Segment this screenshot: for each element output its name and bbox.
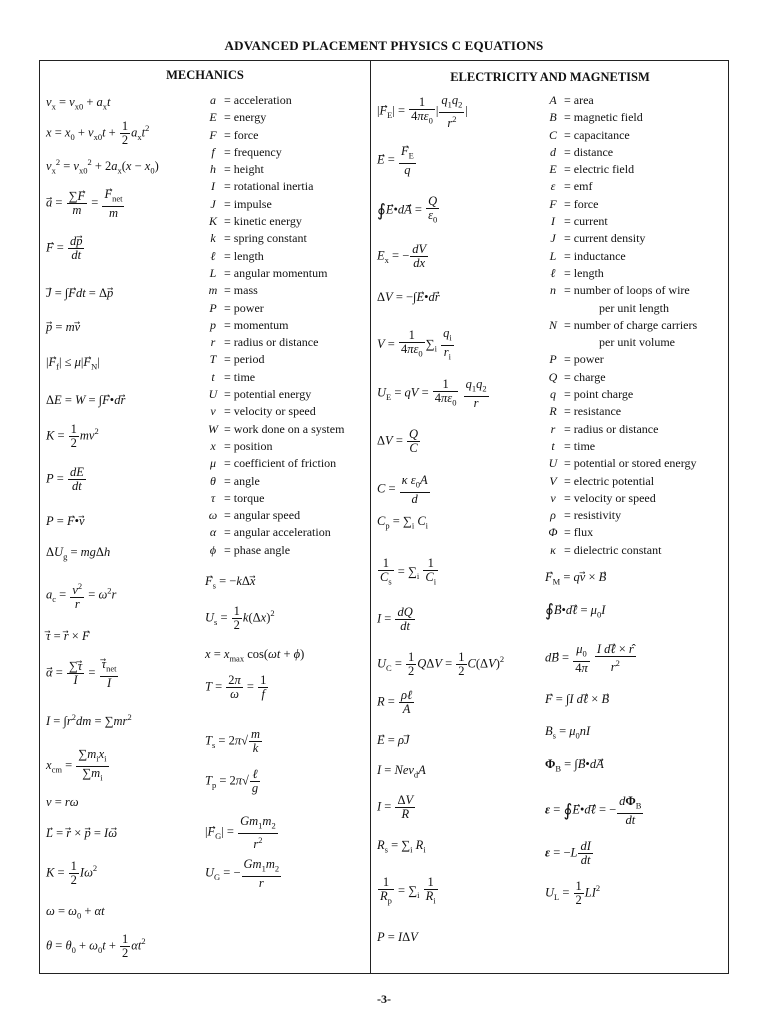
definition-item: n = number of loops of wire <box>545 282 697 299</box>
definition-text: torque <box>233 490 265 505</box>
eq-solenoid: $B_s = \mu_0nI$ <box>545 724 591 741</box>
definition-symbol: L <box>549 248 557 263</box>
definition-text: radius or distance <box>233 335 319 350</box>
eq-inductor-energy: $U_L$ = $\frac{1}{2}$ $LI^2$ <box>545 879 601 907</box>
eq-biot-savart: dB⃗ = $\frac{\mu_0}{4\pi}$ $\frac{\text{I dℓ⃗ × r}}{r^2}$ <box>545 642 634 675</box>
definition-symbol: ϕ <box>209 542 217 557</box>
eq-potential-sum: V = $\frac{1}{4\pi\varepsilon_0}$ $\sum_i$ $\frac{q_i}{r_i}$ <box>377 326 452 361</box>
definition-item: ℓ = length <box>205 248 344 265</box>
definition-item: τ = torque <box>205 490 344 507</box>
definition-symbol: Φ <box>548 525 558 540</box>
definition-symbol: ℓ <box>550 265 556 280</box>
definition-symbol: q <box>550 387 556 402</box>
definition-text: number of charge carriers <box>573 317 698 332</box>
definition-item: Φ = flux <box>545 524 697 541</box>
definition-text: force <box>573 196 599 211</box>
definition-symbol: ρ <box>550 508 556 523</box>
definition-text: rotational inertia <box>233 179 314 194</box>
eq-angular-velocity: $\omega = \omega_0 + \alpha t$ <box>46 904 105 921</box>
definition-symbol: τ <box>210 490 216 505</box>
eq-rotational-ke: K = $\frac{1}{2}$ $I\omega^2$ <box>46 859 98 887</box>
eq-potential-integral: ΔV = −∫E⃗•dr <box>377 290 440 304</box>
eq-capacitance-series: $\frac{1}{C_s}$ = $\sum_i$ $\frac{1}{C_i}$ <box>380 556 437 587</box>
definition-symbol: p <box>210 317 216 332</box>
eq-velocity: $v_x = v_{x0} + a_xt$ <box>46 95 111 112</box>
definition-item: R = resistance <box>545 403 697 420</box>
definition-item: T = period <box>205 351 344 368</box>
definition-symbol: L <box>209 265 217 280</box>
definition-text: capacitance <box>573 127 630 142</box>
definition-text: coefficient of friction <box>233 456 337 471</box>
definition-symbol: I <box>211 179 215 194</box>
eq-ampere: ∮B⃗•dℓ⃗ = $\mu_0I$ <box>545 601 606 621</box>
eq-force-momentum: F⃗ = $\frac{dp}{dt}$ <box>46 234 83 262</box>
eq-faraday: ε = ∮E⃗•dℓ⃗ = − $\frac{d\Phi_B}{dt}$ <box>545 794 642 827</box>
definition-symbol: v <box>550 490 556 505</box>
definition-text: velocity or speed <box>233 404 316 419</box>
definition-symbol: ε <box>550 179 556 194</box>
eq-rotational-inertia: $I = \int r^2dm = \sum mr^2$ <box>46 712 132 729</box>
definition-text: electric potential <box>573 473 655 488</box>
eq-period: T = $\frac{2\pi}{\omega}$ = $\frac{1}{f}$ <box>205 673 267 701</box>
definition-symbol: U <box>548 456 558 471</box>
definition-item: m = mass <box>205 282 344 299</box>
eq-field-gradient: $E_x$ = − $\frac{dV}{dx}$ <box>377 242 427 270</box>
definition-text: resistivity <box>573 508 622 523</box>
em-definitions <box>545 92 697 559</box>
definition-symbol: E <box>549 162 557 177</box>
definition-item: v = velocity or speed <box>545 490 697 507</box>
definition-item: h = height <box>205 161 344 178</box>
definition-text: electric field <box>573 162 635 177</box>
definition-symbol: θ <box>210 473 216 488</box>
definition-text: flux <box>573 525 594 540</box>
definition-item: μ = coefficient of friction <box>205 455 344 472</box>
page-number: -3- <box>377 992 391 1006</box>
definition-item: W = work done on a system <box>205 421 344 438</box>
definition-symbol: F <box>209 127 217 142</box>
definition-symbol: P <box>209 300 217 315</box>
definition-text: potential energy <box>233 387 312 402</box>
definition-item: F = force <box>545 196 697 213</box>
definition-text: length <box>233 248 264 263</box>
eq-resistance-parallel: $\frac{1}{R_p}$ = $\sum_i$ $\frac{1}{R_i}$ <box>380 875 436 906</box>
definition-item: p = momentum <box>205 317 344 334</box>
definition-item: N = number of charge carriers <box>545 317 697 334</box>
eq-gravitation-pe: $U_G$ = − $\frac{Gm_1m_2}{r}$ <box>205 857 280 890</box>
column-divider <box>370 60 371 974</box>
eq-capacitor-voltage: ΔV = $\frac{Q}{C}$ <box>377 427 419 455</box>
definition-symbol: r <box>550 421 556 436</box>
definition-item: A = area <box>545 92 697 109</box>
definition-item: k = spring constant <box>205 230 344 247</box>
definition-text: current <box>573 214 608 229</box>
definition-item: θ = angle <box>205 473 344 490</box>
definition-item: ρ = resistivity <box>545 507 697 524</box>
definition-symbol: R <box>549 404 557 419</box>
definition-item: x = position <box>205 438 344 455</box>
definition-symbol: W <box>208 421 218 436</box>
definition-symbol: C <box>548 127 557 142</box>
definition-item: ϕ = phase angle <box>205 542 344 559</box>
eq-capacitance-parallel: $C_p = \sum_i$ $C_i$ <box>377 514 429 531</box>
definition-text: phase angle <box>233 542 291 557</box>
definition-item: I = rotational inertia <box>205 178 344 195</box>
definition-text: work done on a system <box>233 421 345 436</box>
eq-angular-accel: α⃗ = $\frac{\sum\tau}{I}$ = $\frac{\tau_{net}}{I}$ <box>46 657 117 690</box>
definition-item: B = magnetic field <box>545 109 697 126</box>
definition-text: angular speed <box>233 508 301 523</box>
eq-pendulum-period: $T_p = 2\pi√$ $\frac{\text{ℓ}}{g}$ <box>205 767 259 795</box>
eq-magnetic-force: $F_M$ = qv⃗ × B <box>545 570 607 587</box>
definition-item: F = force <box>205 127 344 144</box>
definition-text: mass <box>233 283 258 298</box>
eq-gravitation-force: $|F_G|$ = $\frac{Gm_1m_2}{r^2}$ <box>205 814 276 851</box>
eq-position: $x = x_0 + v_{x0}t$ + $\frac{1}{2}$ $a_xt^2$ <box>46 119 150 147</box>
eq-shm: $x = x_{max}$ cos(ωt + ϕ) <box>205 647 305 664</box>
definition-text: energy <box>233 110 267 125</box>
definition-continuation: per unit volume <box>599 335 675 350</box>
eq-power-dot: P = F⃗•v <box>46 514 85 528</box>
definition-symbol: A <box>549 93 557 107</box>
definition-item: ω = angular speed <box>205 507 344 524</box>
eq-velocity-squared: $v_x^2 = v_{x0}^2 + 2a_x(x - x_0)$ <box>46 157 159 176</box>
eq-torque: τ⃗ = r⃗ × F <box>46 629 90 643</box>
definition-text: angular acceleration <box>233 525 331 540</box>
definition-text: radius or distance <box>573 421 659 436</box>
eq-spring-force: $F_s = -k\Delta x$ <box>205 574 256 591</box>
eq-spring-period: $T_s = 2\pi√$ $\frac{m}{k}$ <box>205 727 260 755</box>
definition-item: d = distance <box>545 144 697 161</box>
definition-symbol: N <box>548 317 557 332</box>
eq-friction: $|F_f| \le \mu|F_N|$ <box>46 355 100 372</box>
definition-item: r = radius or distance <box>545 421 697 438</box>
eq-gauss: ∮E⃗•dA⃗ = $\frac{Q}{\varepsilon_0}$ <box>377 194 438 225</box>
eq-gravitational-pe: $\Delta U_g = mg\Delta h$ <box>46 545 111 562</box>
definition-symbol: F <box>549 196 557 211</box>
definition-item: r = radius or distance <box>205 334 344 351</box>
eq-force-on-wire: F⃗ = ∫I dℓ⃗ × B <box>545 692 610 706</box>
eq-angular-momentum: L⃗ = r⃗ × p⃗ = Iω <box>46 826 118 840</box>
definition-symbol: α <box>209 525 217 540</box>
eq-capacitor-energy: $U_C$ = $\frac{1}{2}$ QΔV = $\frac{1}{2}$ $C(\Delta V)^2$ <box>377 650 505 678</box>
definition-symbol: h <box>210 162 216 177</box>
definition-item: t = time <box>205 369 344 386</box>
eq-spring-pe: $U_s$ = $\frac{1}{2}$ $k(\Delta x)^2$ <box>205 604 275 632</box>
definition-text: impulse <box>233 196 272 211</box>
mechanics-heading: MECHANICS <box>166 68 244 82</box>
definition-symbol: Q <box>548 369 558 384</box>
eq-coulomb: $|F_E|$ = $\frac{1}{4\pi\varepsilon_0}$ | $\frac{q_1q_2}{r^2}$ | <box>377 93 468 130</box>
eq-electric-field: E⃗ = $\frac{F_E}{q}$ <box>377 144 414 177</box>
definition-text: period <box>233 352 265 367</box>
definition-symbol: K <box>208 214 217 229</box>
definition-symbol: ω <box>208 508 218 523</box>
eq-drift-current: I = Nev$_d$A <box>377 763 426 780</box>
definition-symbol: t <box>211 369 215 384</box>
definition-text: angular momentum <box>233 265 328 280</box>
eq-newton-second: a⃗ = $\frac{\sum F}{m}$ = $\frac{F_{net}}{m}$ <box>46 187 123 220</box>
definition-symbol: r <box>210 335 216 350</box>
definition-item: ε = emf <box>545 178 697 195</box>
definition-symbol: a <box>210 93 216 107</box>
definition-text: area <box>573 93 594 107</box>
definition-item: P = power <box>205 300 344 317</box>
definition-symbol: ℓ <box>210 248 216 263</box>
definition-symbol: P <box>549 352 557 367</box>
definition-item: L = inductance <box>545 248 697 265</box>
eq-angular-position: $\theta = \theta_0 + \omega_0t$ + $\frac{1}{2}$ $\alpha t^2$ <box>46 932 146 960</box>
definition-item: E = energy <box>205 109 344 126</box>
definition-text: force <box>233 127 259 142</box>
definition-item: J = current density <box>545 230 697 247</box>
definition-symbol: T <box>209 352 217 367</box>
definition-item: J = impulse <box>205 196 344 213</box>
definition-symbol: d <box>550 144 556 159</box>
definition-text: dielectric constant <box>573 542 662 557</box>
definition-text: emf <box>573 179 593 194</box>
definition-item: I = current <box>545 213 697 230</box>
definition-item: V = electric potential <box>545 473 697 490</box>
definition-item: a = acceleration <box>205 92 344 109</box>
eq-work: ΔE = W = ∫F⃗•dr <box>46 393 126 407</box>
mechanics-definitions <box>205 92 344 559</box>
definition-text: inductance <box>573 248 626 263</box>
definition-symbol: t <box>551 438 555 453</box>
definition-item: α = angular acceleration <box>205 524 344 541</box>
eq-inductance-emf: ε = −L $\frac{dI}{dt}$ <box>545 839 591 867</box>
definition-text: length <box>573 265 604 280</box>
eq-power-derivative: P = $\frac{dE}{dt}$ <box>46 465 84 493</box>
definition-text: kinetic energy <box>233 214 302 229</box>
definition-text: potential or stored energy <box>573 456 697 471</box>
eq-ohm-micro: E⃗ = ρJ <box>377 733 410 747</box>
definition-text: distance <box>573 144 614 159</box>
page-title: ADVANCED PLACEMENT PHYSICS C EQUATIONS <box>224 38 544 53</box>
definition-text: current density <box>573 231 646 246</box>
definition-item: U = potential energy <box>205 386 344 403</box>
definition-symbol: E <box>209 110 217 125</box>
definition-item: L = angular momentum <box>205 265 344 282</box>
definition-item: U = potential or stored energy <box>545 455 697 472</box>
definition-text: magnetic field <box>573 110 643 125</box>
definition-symbol: B <box>549 110 557 125</box>
definition-symbol: V <box>549 473 557 488</box>
definition-symbol: U <box>208 387 218 402</box>
definition-text: velocity or speed <box>573 490 656 505</box>
definition-text: height <box>233 162 264 177</box>
definition-symbol: κ <box>550 542 556 557</box>
definition-text: charge <box>573 369 606 384</box>
em-heading: ELECTRICITY AND MAGNETISM <box>450 70 650 84</box>
eq-parallel-plate: C = $\frac{\kappa \varepsilon_0A}{d}$ <box>377 473 428 506</box>
eq-current: I = $\frac{dQ}{dt}$ <box>377 605 413 633</box>
definition-continuation: per unit length <box>599 300 669 315</box>
definition-symbol: m <box>208 283 218 298</box>
definition-text: number of loops of wire <box>573 283 690 298</box>
definition-item: q = point charge <box>545 386 697 403</box>
eq-impulse: J⃗ = ∫Fdt = Δp <box>46 286 114 300</box>
definition-symbol: J <box>210 196 216 211</box>
eq-kinetic-energy: K = $\frac{1}{2}$ $mv^2$ <box>46 422 99 450</box>
definition-item: f = frequency <box>205 144 344 161</box>
definition-item: κ = dielectric constant <box>545 542 697 559</box>
definition-text: spring constant <box>233 231 307 246</box>
definition-symbol: μ <box>209 456 217 471</box>
definition-item: P = power <box>545 351 697 368</box>
eq-resistance: R = $\frac{\text{ρℓ}}{A}$ <box>377 688 413 716</box>
eq-tangential-velocity: v = rω <box>46 795 79 809</box>
eq-electric-pe: $U_E$ = qV = $\frac{1}{4\pi\varepsilon_0}$ $\frac{q_1q_2}{r}$ <box>377 377 487 410</box>
definition-text: angle <box>233 473 260 488</box>
definition-text: time <box>233 369 256 384</box>
definition-text: time <box>573 438 596 453</box>
definition-item: ℓ = length <box>545 265 697 282</box>
definition-text: power <box>233 300 264 315</box>
definition-item: v = velocity or speed <box>205 403 344 420</box>
eq-centripetal: $a_c$ = $\frac{v^2}{r}$ = $\omega^2r$ <box>46 581 117 612</box>
definition-text: power <box>573 352 604 367</box>
definition-symbol: n <box>550 283 556 298</box>
definition-item: K = kinetic energy <box>205 213 344 230</box>
definition-text: frequency <box>233 144 282 159</box>
definition-text: resistance <box>573 404 622 419</box>
definition-text: momentum <box>233 317 289 332</box>
definition-symbol: k <box>210 231 216 246</box>
definition-item: C = capacitance <box>545 127 697 144</box>
eq-electric-power: P = IΔV <box>377 930 418 944</box>
definition-item: E = electric field <box>545 161 697 178</box>
eq-magnetic-flux: $\Phi_B$ = ∫B⃗•dA <box>545 757 604 774</box>
definition-text: point charge <box>573 387 634 402</box>
definition-text: position <box>233 438 273 453</box>
eq-ohm: I = $\frac{\Delta V}{R}$ <box>377 793 414 821</box>
definition-symbol: f <box>211 144 215 159</box>
definition-item: t = time <box>545 438 697 455</box>
definition-symbol: v <box>210 404 216 419</box>
definition-symbol: J <box>550 231 556 246</box>
definition-text: acceleration <box>233 93 292 107</box>
definition-symbol: I <box>551 214 555 229</box>
eq-center-of-mass: $x_{cm}$ = $\frac{\sum m_ix_i}{\sum m_i}$ <box>46 747 107 782</box>
eq-resistance-series: $R_s = \sum_i$ $R_i$ <box>377 838 426 855</box>
definition-item: Q = charge <box>545 369 697 386</box>
eq-momentum: p⃗ = mv <box>46 320 81 334</box>
definition-symbol: x <box>210 438 216 453</box>
